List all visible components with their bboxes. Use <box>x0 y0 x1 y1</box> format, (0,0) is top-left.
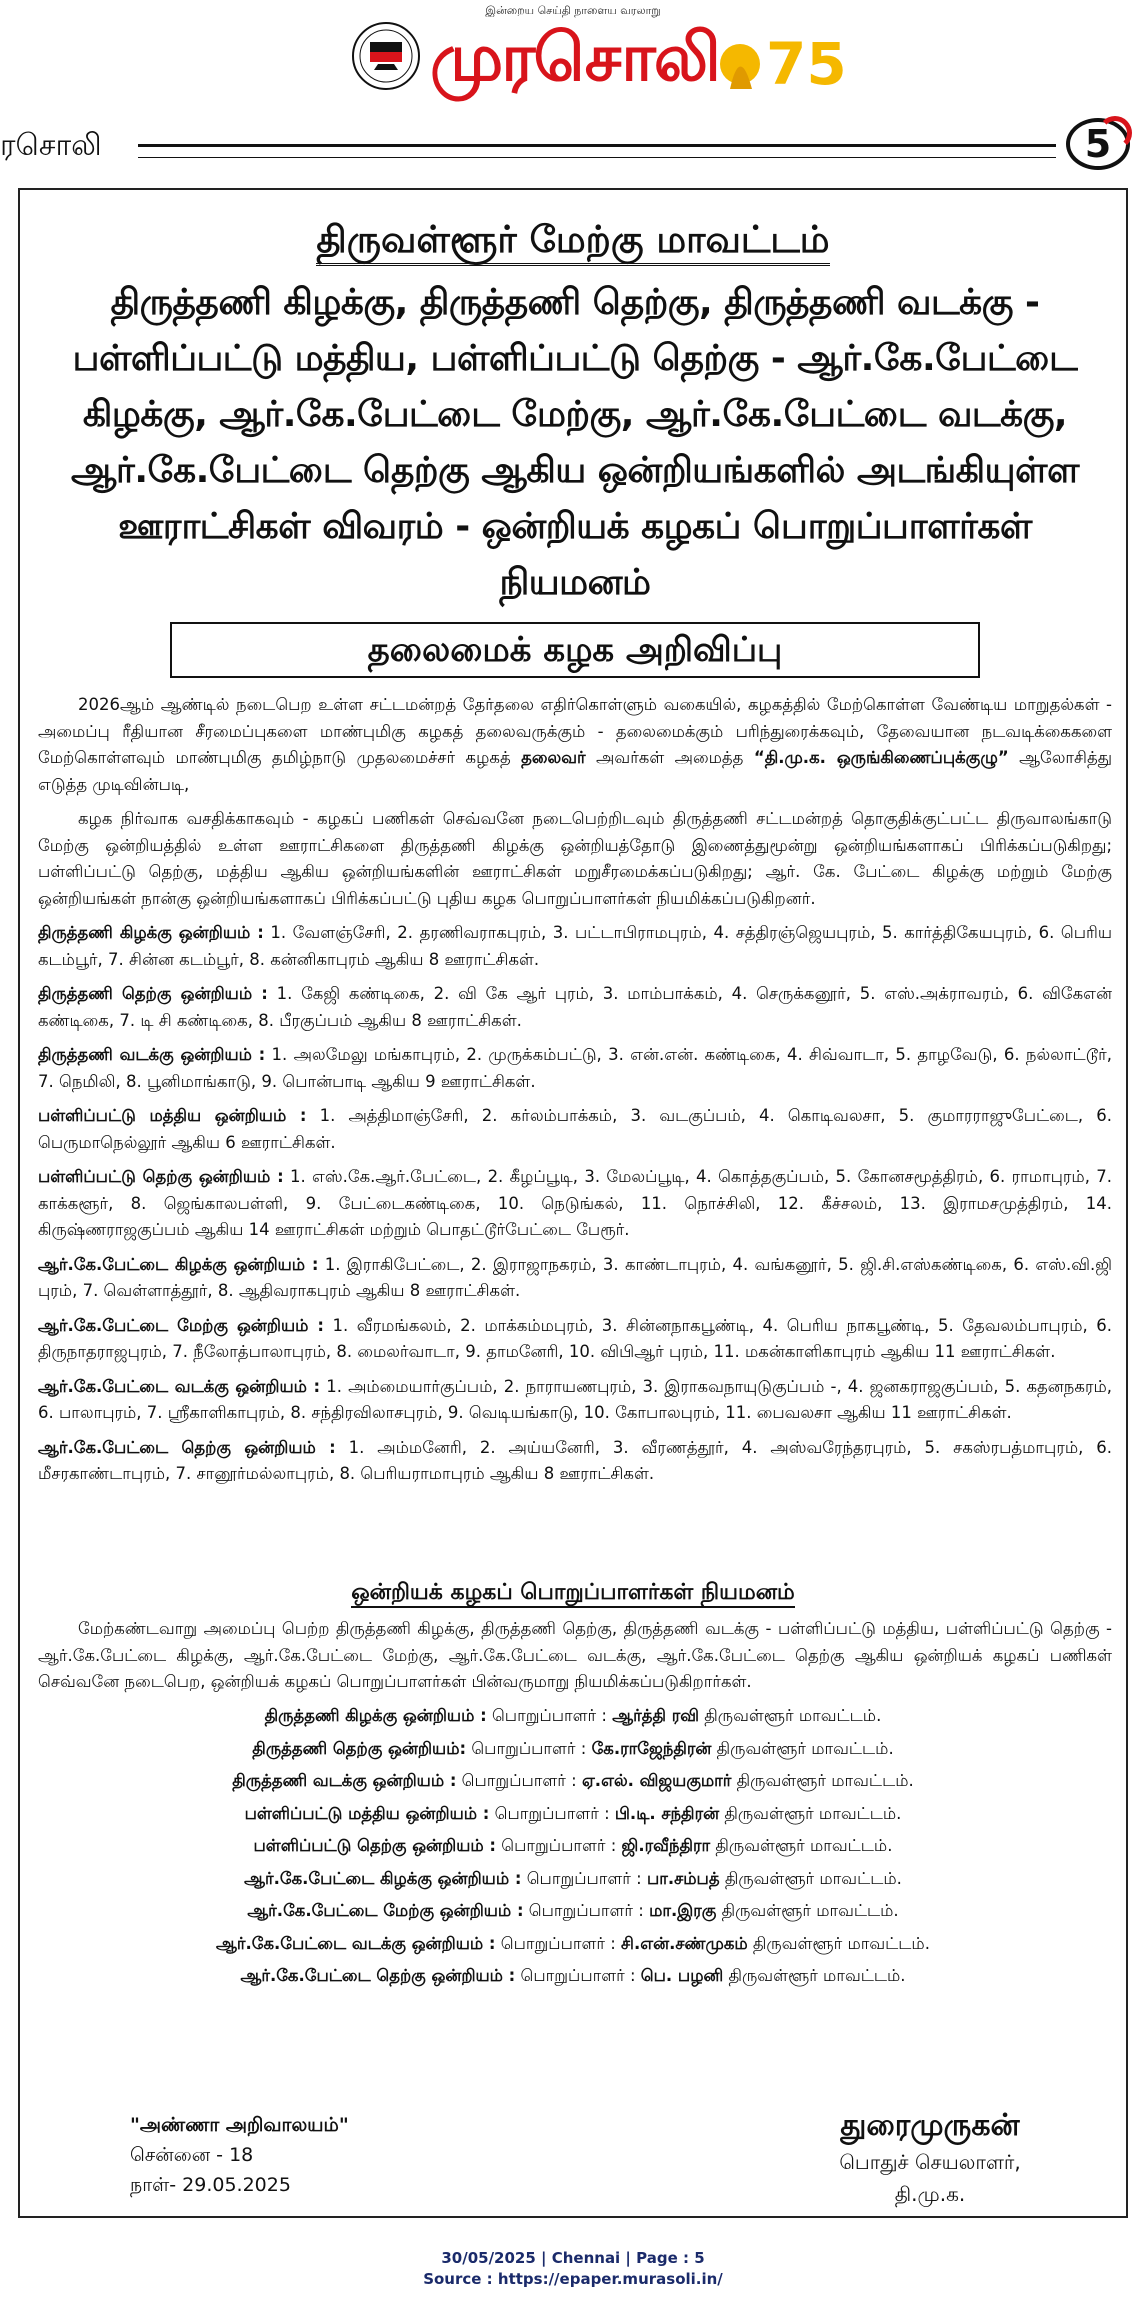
appointment-row <box>20 1928 1126 1961</box>
appointee-name: ஜி.ரவீந்திரா <box>621 1836 711 1855</box>
appointment-title: ஒன்றியக் கழகப் பொறுப்பாளர்கள் நியமனம் <box>20 1580 1126 1608</box>
appointment-role: பொறுப்பாளர் : <box>456 1771 582 1790</box>
appointment-row <box>20 1733 1126 1766</box>
union-name: ஆர்.கே.பேட்டை மேற்கு ஒன்றியம் : <box>38 1315 325 1335</box>
notice-body <box>38 692 1112 1496</box>
appointment-district: திருவள்ளூர் மாவட்டம். <box>723 1966 906 1985</box>
union-entry <box>38 1435 1112 1488</box>
appointment-union: ஆர்.கே.பேட்டை மேற்கு ஒன்றியம் : <box>247 1901 524 1920</box>
appointment-union: திருத்தணி தெற்கு ஒன்றியம்: <box>252 1738 467 1758</box>
signature-block <box>790 2106 1070 2210</box>
union-panchayats: 1. இராகிபேட்டை, 2. இராஜாநகரம், 3. காண்டாபுரம், 4. வங்கனூர், 5. ஜி.சி.எஸ்கண்டிகை, 6. எஸ்.வி.ஜி புரம், 7. வெள்ளாத்தூர், 8. ஆதிவராகபுரம் ஆகிய 8 ஊராட்சிகள். <box>38 1254 1113 1300</box>
union-panchayats: 1. அலமேலு மங்காபுரம், 2. முருக்கம்பட்டு, 3. என்.என். கண்டிகை, 4. சிவ்வாடா, 5. தாழவேடு, 6. நல்லாட்டூர், 7. நெமிலி, 8. பூனிமாங்காடு, 9. பொன்பாடி ஆகிய 9 ஊராட்சிகள். <box>38 1045 1112 1091</box>
union-entry <box>38 1313 1112 1366</box>
union-entry <box>38 1103 1112 1156</box>
anniversary-number: 75 <box>766 30 847 98</box>
intro-paragraph: 2026ஆம் ஆண்டில் நடைபெற உள்ள சட்டமன்றத் தேர்தலை எதிர்கொள்ளும் வகையில், கழகத்தில் மேற்கொள்ள வேண்டிய மாறுதல்கள் - அமைப்பு ரீதியான சீரமைப்புகளை மாண்புமிகு கழகத் தலைவருக்கும் - தலைமைக்கும் பரிந்துரைக்கவும், தேவையான நடவடிக்கைகளை மேற்கொள்ளவும் மாண்புமிகு தமிழ்நாடு முதலமைச்சர் கழகத் தலைவர் அவர்கள் அமைத்த “தி.மு.க. ஒருங்கிணைப்புக்குழு” ஆலோசித்து எடுத்த முடிவின்படி, <box>38 695 1113 794</box>
appointment-intro: மேற்கண்டவாறு அமைப்பு பெற்ற திருத்தணி கிழக்கு, திருத்தணி தெற்கு, திருத்தணி வடக்கு - பள்ளிப்பட்டு மத்திய, பள்ளிப்பட்டு தெற்கு - ஆர்.கே.பேட்டை கிழக்கு, ஆர்.கே.பேட்டை மேற்கு, ஆர்.கே.பேட்டை வடக்கு, ஆர்.கே.பேட்டை தெற்கு ஆகிய ஒன்றியக் கழகப் பணிகள் செவ்வனே நடைபெற, ஒன்றியக் கழகப் பொறுப்பாளர்கள் பின்வருமாறு நியமிக்கப்படுகிறார்கள். <box>38 1619 1112 1691</box>
footer-date-line: 30/05/2025 | Chennai | Page : 5 <box>441 2249 705 2267</box>
appointment-row <box>20 1830 1126 1863</box>
appointment-union: பள்ளிப்பட்டு மத்திய ஒன்றியம் : <box>244 1803 490 1823</box>
appointee-name: ஏ.எல். விஜயகுமார் <box>581 1771 732 1790</box>
notice-date: நாள்- 29.05.2025 <box>130 2174 291 2196</box>
appointee-name: மா.இரகு <box>649 1901 717 1920</box>
notice-headline: திருத்தணி கிழக்கு, திருத்தணி தெற்கு, திருத்தணி வடக்கு - பள்ளிப்பட்டு மத்திய, பள்ளிப்பட்டு தெற்கு - ஆர்.கே.பேட்டை கிழக்கு, ஆர்.கே.பேட்டை மேற்கு, ஆர்.கே.பேட்டை வடக்கு, ஆர்.கே.பேட்டை தெற்கு ஆகிய ஒன்றியங்களில் அடங்கியுள்ள ஊராட்சிகள் விவரம் - ஒன்றியக் கழகப் பொறுப்பாளர்கள் நியமனம் <box>71 282 1079 603</box>
appointment-union: திருத்தணி வடக்கு ஒன்றியம் : <box>232 1771 457 1790</box>
appointee-name: கே.ராஜேந்திரன் <box>591 1738 712 1758</box>
masthead-logo: முரசொலி <box>430 19 719 96</box>
page-footer <box>0 2248 1146 2290</box>
appointment-district: திருவள்ளூர் மாவட்டம். <box>710 1836 893 1855</box>
page-number-badge: 5 <box>1066 118 1130 170</box>
footer-source-link[interactable]: Source : https://epaper.murasoli.in/ <box>423 2270 723 2288</box>
appointment-row <box>20 1798 1126 1831</box>
union-name: ஆர்.கே.பேட்டை கிழக்கு ஒன்றியம் : <box>38 1254 319 1274</box>
flag-emblem-icon <box>350 20 422 92</box>
appointment-district: திருவள்ளூர் மாவட்டம். <box>747 1933 930 1953</box>
union-name: திருத்தணி கிழக்கு ஒன்றியம் : <box>38 923 264 942</box>
signatory-org: தி.மு.க. <box>894 2182 966 2206</box>
appointee-name: பா.சம்பத் <box>646 1868 720 1888</box>
appointment-list <box>20 1700 1126 1993</box>
signatory-role: பொதுச் செயலாளர், <box>839 2150 1021 2174</box>
union-entry <box>38 1164 1112 1244</box>
appointee-name: சி.என்.சண்முகம் <box>621 1933 748 1953</box>
appointment-role: பொறுப்பாளர் : <box>521 1868 647 1888</box>
appointment-union: திருத்தணி கிழக்கு ஒன்றியம் : <box>264 1706 487 1725</box>
appointment-role: பொறுப்பாளர் : <box>495 1933 622 1953</box>
signatory-name: துரைமுருகன் <box>840 2108 1020 2143</box>
appointee-name: பெ. பழனி <box>640 1966 724 1985</box>
appointment-union: ஆர்.கே.பேட்டை வடக்கு ஒன்றியம் : <box>216 1933 496 1953</box>
union-name: ஆர்.கே.பேட்டை தெற்கு ஒன்றியம் : <box>38 1437 336 1457</box>
union-name: பள்ளிப்பட்டு தெற்கு ஒன்றியம் : <box>38 1167 284 1186</box>
appointment-row <box>20 1895 1126 1928</box>
appointment-role: பொறுப்பாளர் : <box>515 1966 641 1985</box>
union-panchayats: 1. அம்மையார்குப்பம், 2. நாராயணபுரம், 3. இராகவநாயுடுகுப்பம் -, 4. ஜனகராஜகுப்பம், 5. கதனநகரம், 6. பாலாபுரம், 7. ஸ்ரீகாளிகாபுரம், 8. சந்திரவிலாசபுரம், 9. வெடியங்காடு, 10. கோபாலபுரம், 11. பைவலசா ஆகிய 11 ஊராட்சிகள். <box>38 1376 1112 1422</box>
union-panchayats: 1. எஸ்.கே.ஆர்.பேட்டை, 2. கீழப்பூடி, 3. மேலப்பூடி, 4. கொத்தகுப்பம், 5. கோனசமூத்திரம், 6. ராமாபுரம், 7. காக்களூர், 8. ஜெங்காலபள்ளி, 9. பேட்டைகண்டிகை, 10. நெடுங்கல், 11. நொச்சிலி, 12. கீச்சலம், 13. இராமசமுத்திரம், 14. கிருஷ்ணராஜகுப்பம் ஆகிய 14 ஊராட்சிகள் மற்றும் பொதட்டூர்பேட்டை பேரூர். <box>38 1167 1112 1239</box>
appointment-district: திருவள்ளூர் மாவட்டம். <box>719 1803 902 1823</box>
office-address <box>130 2110 349 2200</box>
union-panchayats: 1. கேஜி கண்டிகை, 2. வி கே ஆர் புரம், 3. மாம்பாக்கம், 4. செருக்கனூர், 5. எஸ்.அக்ராவரம், 6. விகேஎன் கண்டிகை, 7. டி சி கண்டிகை, 8. பீரகுப்பம் ஆகிய 8 ஊராட்சிகள். <box>38 984 1112 1030</box>
union-name: பள்ளிப்பட்டு மத்திய ஒன்றியம் : <box>38 1106 307 1125</box>
appointment-district: திருவள்ளூர் மாவட்டம். <box>711 1738 894 1758</box>
appointment-district: திருவள்ளூர் மாவட்டம். <box>731 1771 914 1790</box>
anniversary-75-badge <box>710 14 850 104</box>
union-panchayats: 1. அம்மனேரி, 2. அய்யனேரி, 3. வீரணத்தூர், 4. அஸ்வரேந்தரபுரம், 5. சகஸ்ரபத்மாபுரம், 6. மீசரகாண்டாபுரம், 7. சானூர்மல்லாபுரம், 8. பெரியராமாபுரம் ஆகிய 8 ஊராட்சிகள். <box>38 1437 1113 1483</box>
appointment-union: ஆர்.கே.பேட்டை கிழக்கு ஒன்றியம் : <box>244 1868 522 1888</box>
announcement-box-title: தலைமைக் கழக அறிவிப்பு <box>170 622 980 678</box>
appointment-row <box>20 1700 1126 1733</box>
union-name: திருத்தணி வடக்கு ஒன்றியம் : <box>38 1045 266 1064</box>
appointment-role: பொறுப்பாளர் : <box>496 1836 622 1855</box>
appointment-role: பொறுப்பாளர் : <box>523 1901 650 1920</box>
appointee-name: ஆர்த்தி ரவி <box>612 1706 700 1725</box>
union-name: ஆர்.கே.பேட்டை வடக்கு ஒன்றியம் : <box>38 1376 321 1396</box>
notice-panel <box>18 188 1128 2218</box>
appointment-row <box>20 1960 1126 1993</box>
union-panchayats: 1. வேளஞ்சேரி, 2. தரணிவராகபுரம், 3. பட்டாபிராமபுரம், 4. சத்திரஞ்ஜெயபுரம், 5. கார்த்திகேயபுரம், 6. பெரிய கடம்பூர், 7. சின்ன கடம்பூர், 8. கன்னிகாபுரம் ஆகிய 8 ஊராட்சிகள். <box>38 923 1112 969</box>
appointment-union: ஆர்.கே.பேட்டை தெற்கு ஒன்றியம் : <box>240 1966 516 1985</box>
masthead-tagline: இன்றைய செய்தி நாளைய வரலாறு <box>485 4 661 17</box>
masthead <box>0 0 1146 120</box>
appointment-district: திருவள்ளூர் மாவட்டம். <box>719 1868 902 1888</box>
appointment-row <box>20 1863 1126 1896</box>
appointment-role: பொறுப்பாளர் : <box>466 1738 592 1758</box>
appointee-name: பி.டி. சந்திரன் <box>614 1803 720 1823</box>
union-panchayats: 1. அத்திமாஞ்சேரி, 2. கர்லம்பாக்கம், 3. வடகுப்பம், 4. கொடிவலசா, 5. குமாரராஜுபேட்டை, 6. பெருமாநெல்லூர் ஆகிய 6 ஊராட்சிகள். <box>38 1106 1112 1152</box>
union-entry <box>38 920 1112 973</box>
appointment-role: பொறுப்பாளர் : <box>489 1803 615 1823</box>
union-entry <box>38 1042 1112 1095</box>
appointment-union: பள்ளிப்பட்டு தெற்கு ஒன்றியம் : <box>253 1836 497 1855</box>
union-entry <box>38 1374 1112 1427</box>
union-entry <box>38 1252 1112 1305</box>
union-panchayats: 1. வீரமங்கலம், 2. மாக்கம்மபுரம், 3. சின்னநாகபூண்டி, 4. பெரிய நாகபூண்டி, 5. தேவலம்பாபுரம், 6. திருநாதராஜபுரம், 7. நீலோத்பாலாபுரம், 8. மைலர்வாடா, 9. தாமனேரி, 10. விபிஆர் புரம், 11. மகன்காளிகாபுரம் ஆகிய 11 ஊராட்சிகள். <box>38 1315 1112 1361</box>
union-list <box>38 920 1112 1488</box>
address-line1: "அண்ணா அறிவாலயம்" <box>130 2114 349 2136</box>
page-strip <box>0 118 1146 172</box>
union-entry <box>38 981 1112 1034</box>
address-line2: சென்னை - 18 <box>130 2144 254 2166</box>
appointment-district: திருவள்ளூர் மாவட்டம். <box>716 1901 899 1920</box>
restructure-paragraph: கழக நிர்வாக வசதிக்காகவும் - கழகப் பணிகள் செவ்வனே நடைபெற்றிடவும் திருத்தணி சட்டமன்றத் தொகுதிக்குட்பட்ட திருவாலங்காடு மேற்கு ஒன்றியத்தில் உள்ள ஊராட்சிகளை திருத்தணி கிழக்கு ஒன்றியத்தோடு இணைத்துமூன்று ஒன்றியங்களாகப் பிரிக்கப்படுகிறது; பள்ளிப்பட்டு தெற்கு, மத்திய ஆகிய ஒன்றியங்களின் ஊராட்சிகள் மறுசீரமைக்கப்படுகிறது; ஆர். கே. பேட்டை கிழக்கு மற்றும் மேற்கு ஒன்றியங்கள் நான்கு ஒன்றியங்களாகப் பிரிக்கப்பட்டு புதிய கழக பொறுப்பாளர்கள் நியமிக்கப்படுகிறனர். <box>38 809 1112 908</box>
appointment-district: திருவள்ளூர் மாவட்டம். <box>699 1706 882 1725</box>
appointment-row <box>20 1765 1126 1798</box>
paper-name-fragment: ரசொலி <box>0 128 102 163</box>
union-name: திருத்தணி தெற்கு ஒன்றியம் : <box>38 984 268 1003</box>
district-title: திருவள்ளூர் மேற்கு மாவட்டம் <box>20 218 1126 266</box>
strip-rule <box>138 144 1056 158</box>
appointment-role: பொறுப்பாளர் : <box>486 1706 613 1725</box>
